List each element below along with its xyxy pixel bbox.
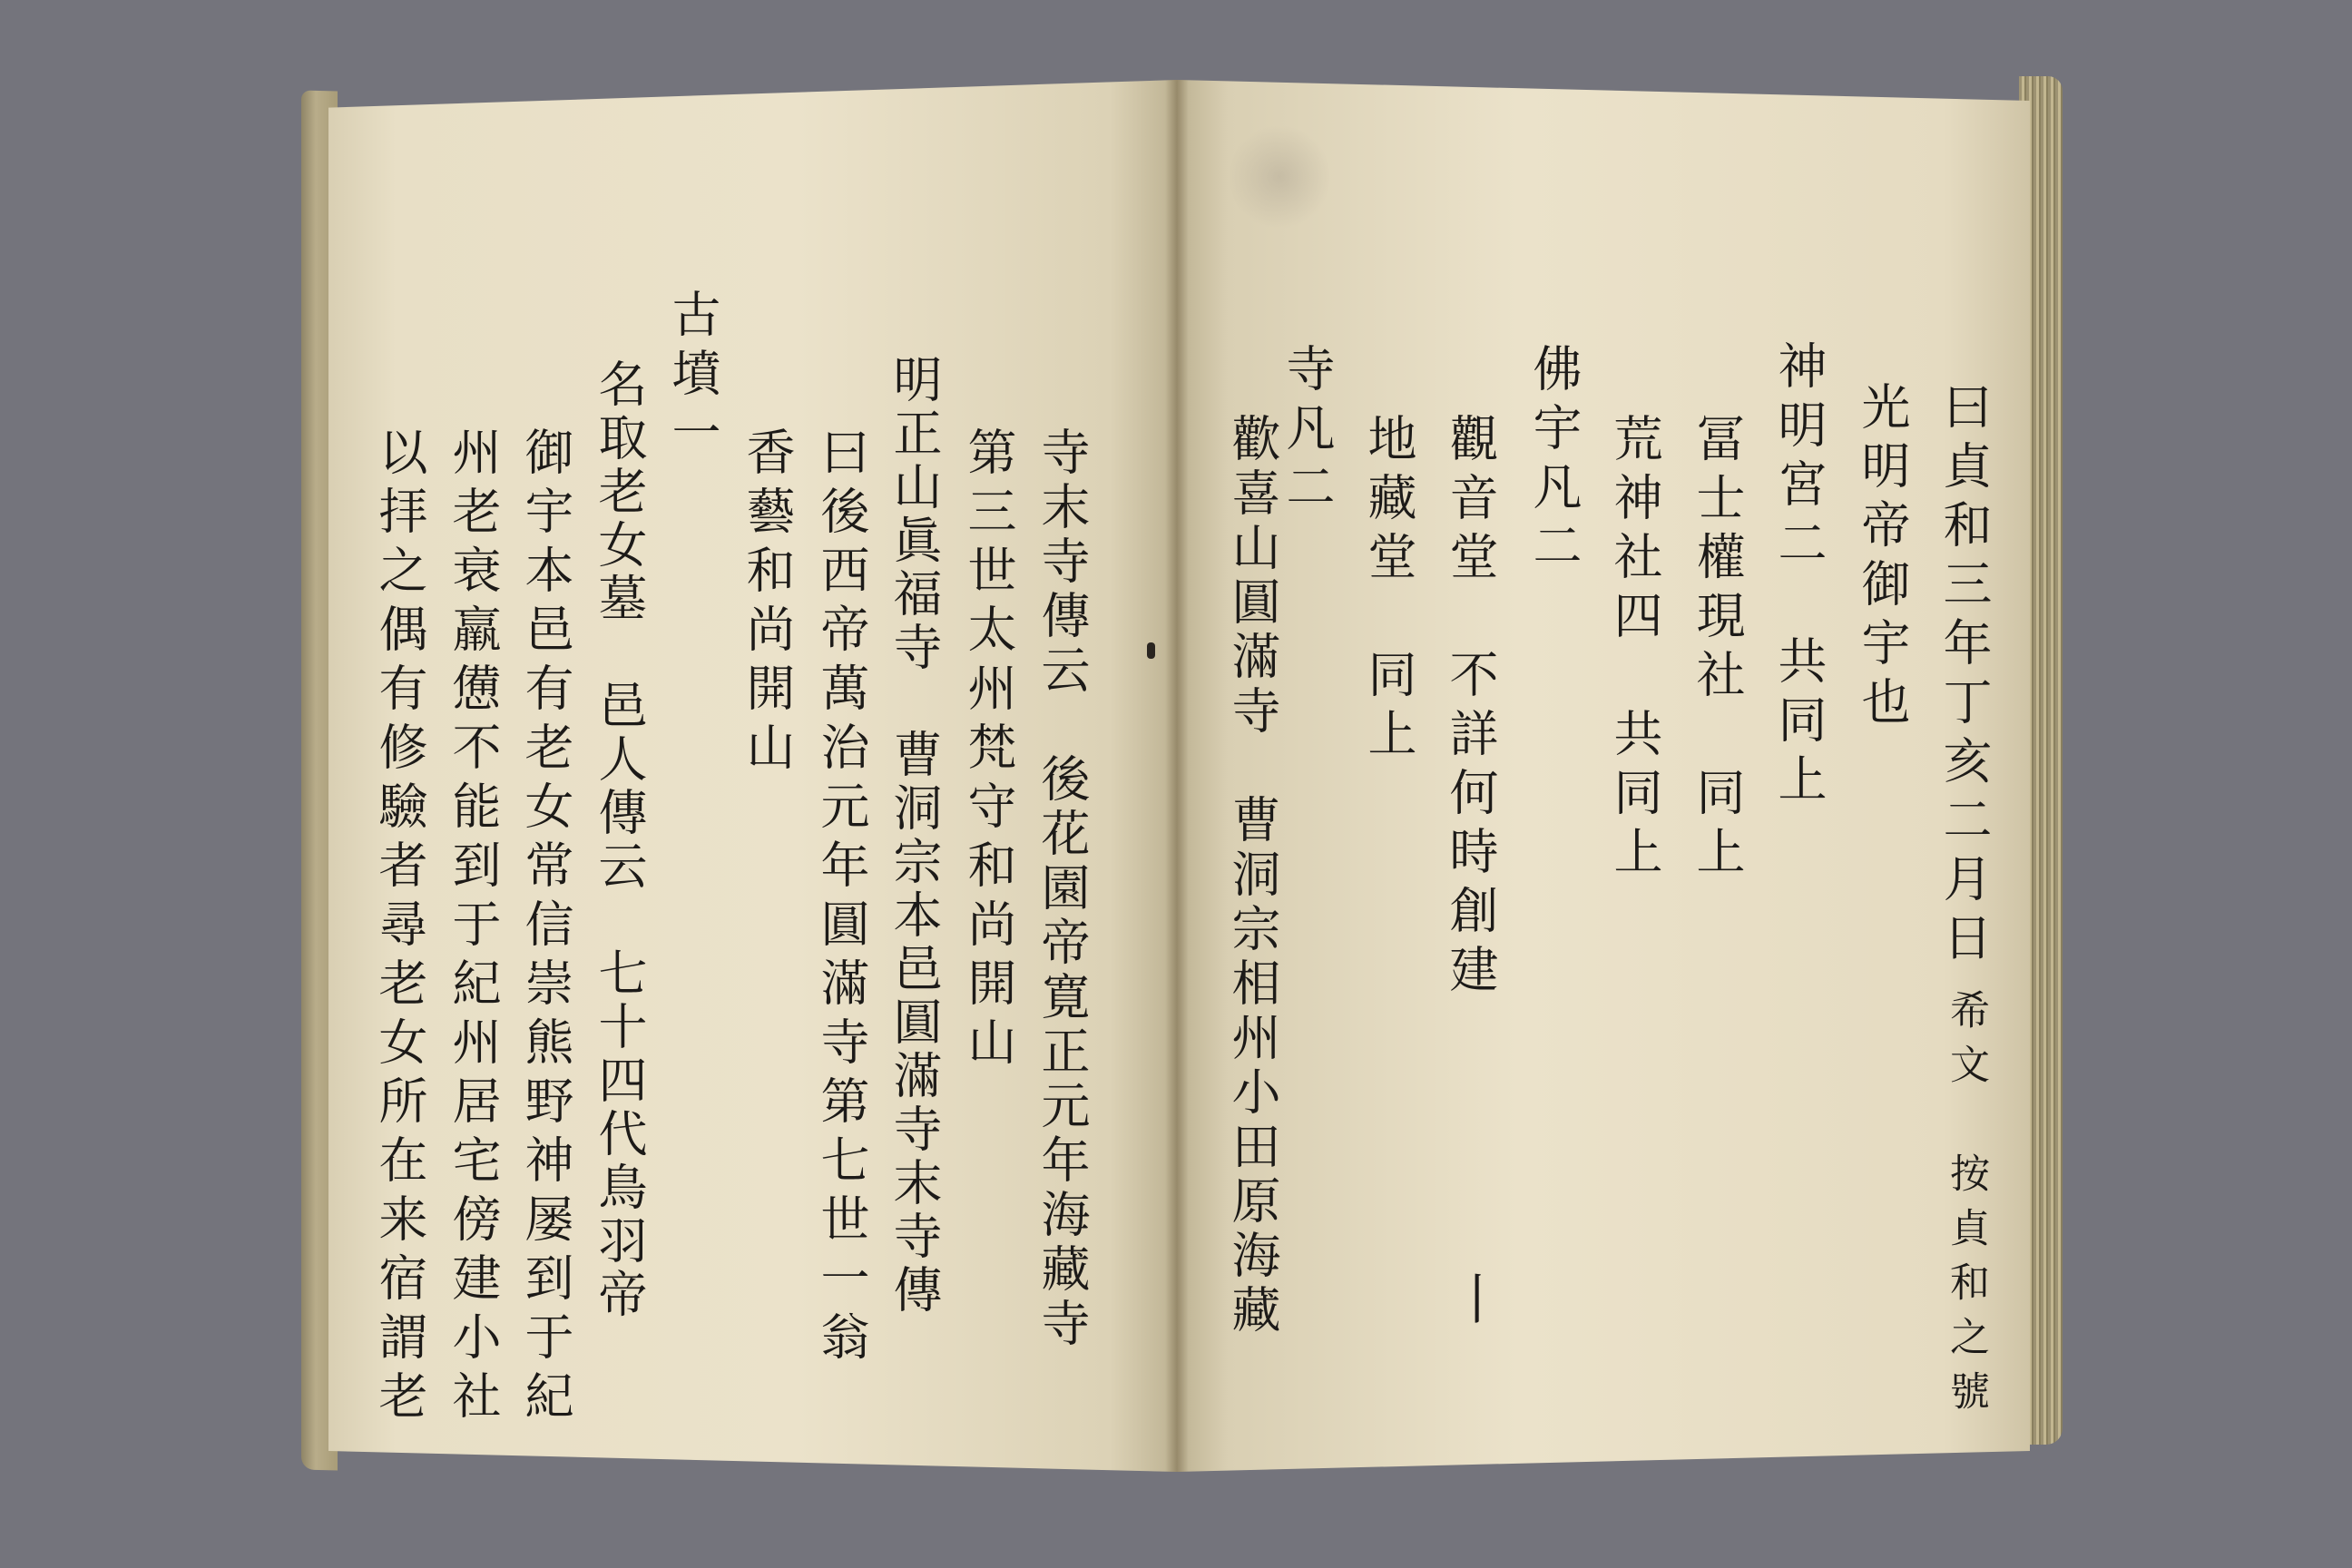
right-col-1: 曰貞和三年丁亥二月日 — [1936, 381, 1993, 971]
binding-thread-mark — [1147, 642, 1155, 659]
right-annotation: 希文 按貞和之號 — [1943, 989, 1989, 1425]
left-col-5: 香藝和尚開山 — [739, 426, 796, 780]
left-col-1: 寺末寺傳云 後花園帝寛正元年海藏寺 — [1034, 426, 1091, 1352]
book-gutter — [1165, 80, 1189, 1472]
right-col-10: 歡喜山圓滿寺 曹洞宗相州小田原海藏 — [1224, 413, 1281, 1338]
right-page — [1177, 80, 2030, 1472]
left-col-10: 以拝之偶有修驗者尋老女所在来宿謂老 — [371, 426, 428, 1429]
left-col-8: 御宇本邑有老女常信崇熊野神屡到于紀 — [517, 426, 574, 1429]
left-col-3: 明正山眞福寺 曹洞宗本邑圓滿寺末寺傳 — [886, 354, 943, 1318]
paper-stain — [1230, 122, 1329, 231]
right-col-3: 神明宮二 共同上 — [1770, 340, 1828, 812]
left-col-6: 古墳一 — [664, 289, 721, 466]
left-col-9: 州老衰羸憊不能到于紀州居宅傍建小社 — [445, 426, 502, 1429]
left-col-2: 第三世太州梵守和尚開山 — [960, 426, 1017, 1075]
right-col-5: 荒神社四 共同上 — [1606, 413, 1663, 885]
right-col-6: 佛宇凡二 — [1525, 343, 1583, 579]
right-col-8: 地藏堂 同上 — [1360, 413, 1417, 767]
stroke-mark: 丨 — [1441, 1270, 1504, 1325]
right-col-2: 光明帝御宇也 — [1854, 381, 1911, 735]
right-col-7: 觀音堂 不詳何時創建 — [1442, 413, 1499, 1003]
left-col-7: 名取老女墓 邑人傳云 七十四代鳥羽帝 — [591, 358, 648, 1322]
right-col-9: 寺凡二 — [1279, 343, 1336, 520]
right-col-4: 冨士權現社 同上 — [1689, 413, 1746, 885]
left-col-4: 曰後西帝萬治元年圓滿寺第七世一翁 — [813, 426, 870, 1370]
